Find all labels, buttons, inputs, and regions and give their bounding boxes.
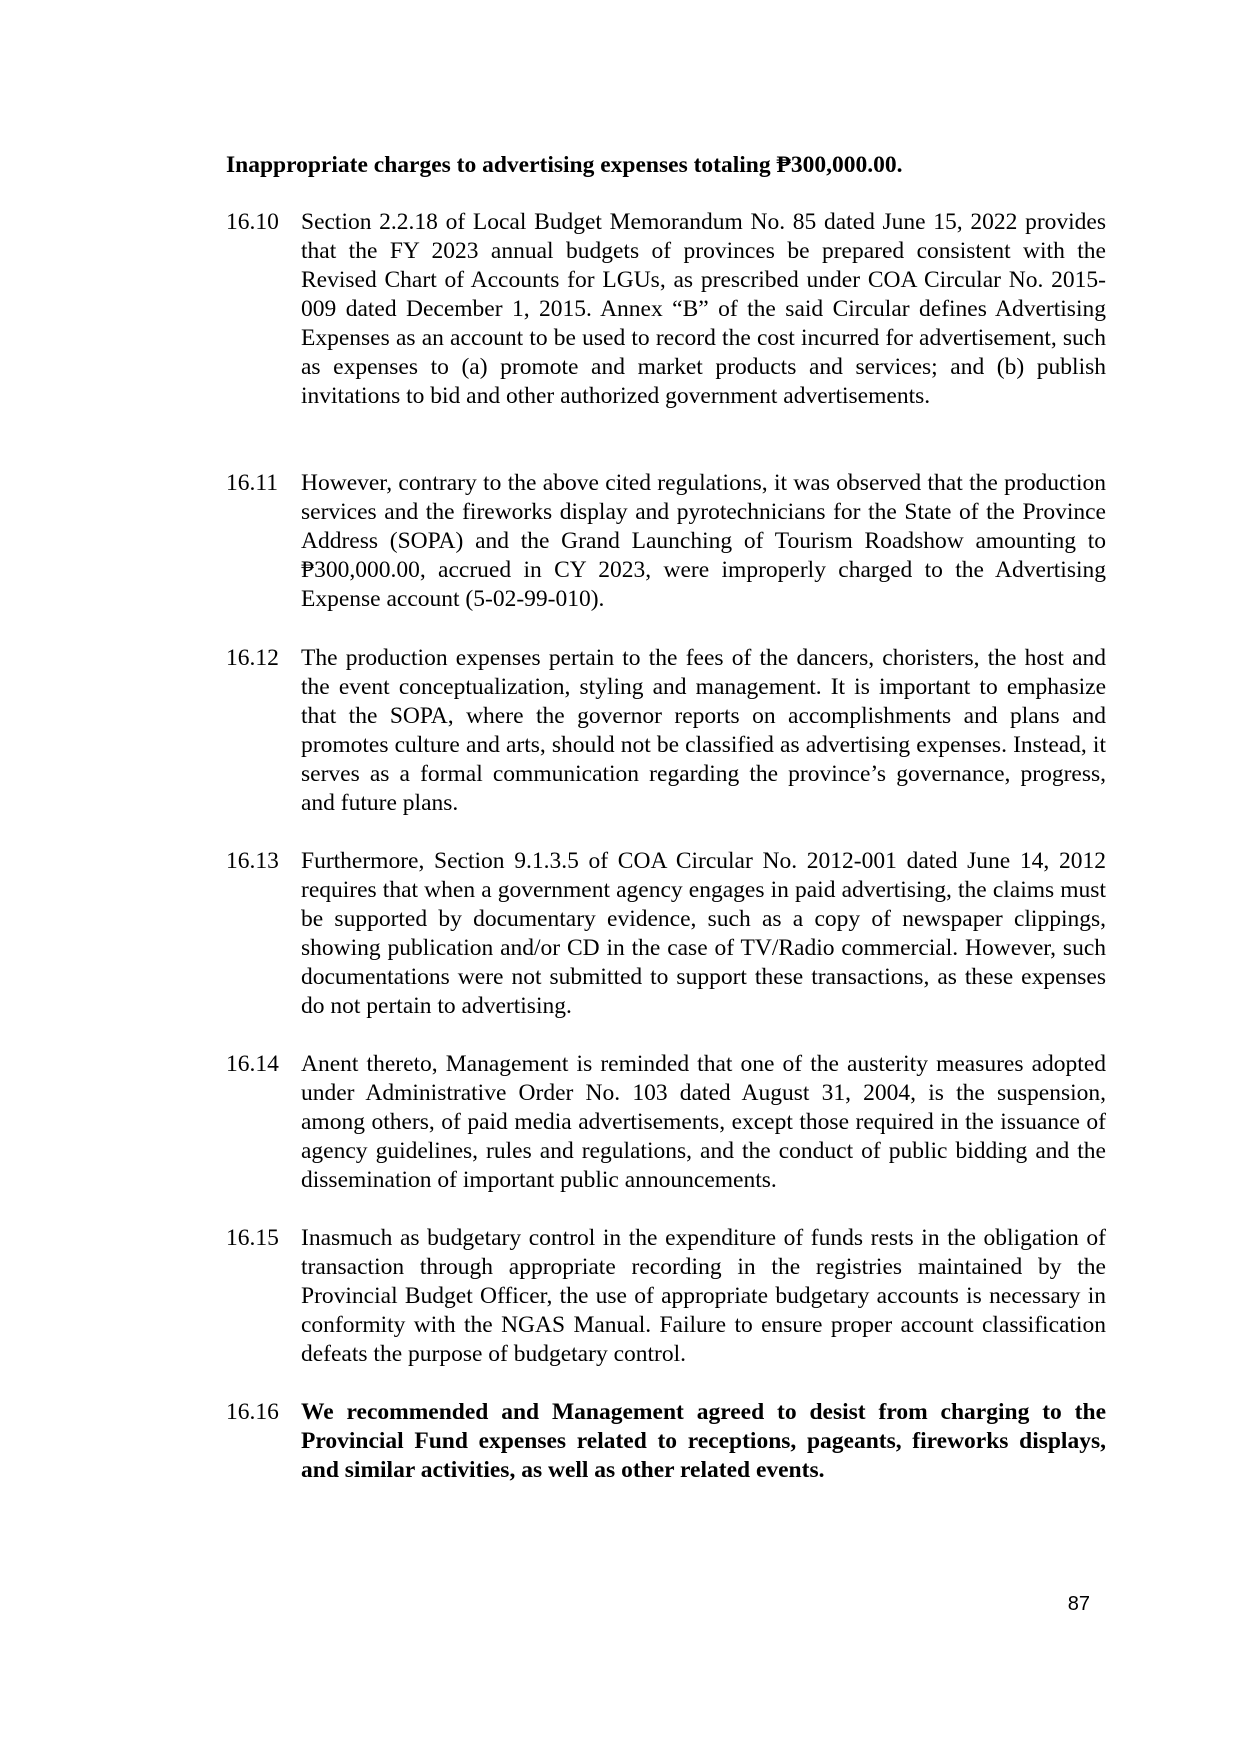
- paragraph-number: 16.13: [226, 848, 279, 874]
- paragraph-16-13: [226, 847, 1106, 1021]
- paragraph-16-14: [226, 1050, 1106, 1195]
- recommendation-text: We recommended and Management agreed to desist from charging to the Provincial Fund expenses related to receptions, pageants, fireworks displays, and similar activities, as well as other related events.: [301, 1399, 1106, 1483]
- paragraph-text: However, contrary to the above cited regulations, it was observed that the production services and the fireworks display and pyrotechnicians for the State of the Province Address (SOPA) and the Grand Launching of Tourism Roadshow amounting to ₱300,000.00, accrued in CY 2023, were improperly charged to the Advertising Expense account (5-02-99-010).: [301, 470, 1106, 612]
- paragraph-text: Inasmuch as budgetary control in the expenditure of funds rests in the obligation of transaction through appropriate recording in the registries maintained by the Provincial Budget Officer, the use of appropriate budgetary accounts is necessary in conformity with the NGAS Manual. Failure to ensure proper account classification defeats the purpose of budgetary control.: [301, 1225, 1106, 1367]
- page-number: 87: [1067, 1593, 1090, 1615]
- paragraph-text: Furthermore, Section 9.1.3.5 of COA Circular No. 2012-001 dated June 14, 2012 requires that when a government agency engages in paid advertising, the claims must be supported by documentary evidence, such as a copy of newspaper clippings, showing publication and/or CD in the case of TV/Radio commercial. However, such documentations were not submitted to support these transactions, as these expenses do not pertain to advertising.: [301, 848, 1106, 1019]
- paragraph-number: 16.10: [226, 209, 279, 235]
- paragraph-16-10: [226, 208, 1106, 411]
- paragraph-16-15: [226, 1224, 1106, 1369]
- paragraph-number: 16.16: [226, 1399, 279, 1425]
- paragraph-text: Section 2.2.18 of Local Budget Memorandum No. 85 dated June 15, 2022 provides that the FY 2023 annual budgets of provinces be prepared consistent with the Revised Chart of Accounts for LGUs, as prescribed under COA Circular No. 2015-009 dated December 1, 2015. Annex “B” of the said Circular defines Advertising Expenses as an account to be used to record the cost incurred for advertisement, such as expenses to (a) promote and market products and services; and (b) publish invitations to bid and other authorized government advertisements.: [301, 209, 1106, 409]
- paragraph-text: The production expenses pertain to the fees of the dancers, choristers, the host and the event conceptualization, styling and management. It is important to emphasize that the SOPA, where the governor reports on accomplishments and plans and promotes culture and arts, should not be classified as advertising expenses. Instead, it serves as a formal communication regarding the province’s governance, progress, and future plans.: [301, 645, 1106, 816]
- paragraph-number: 16.15: [226, 1225, 279, 1251]
- paragraph-number: 16.14: [226, 1051, 279, 1077]
- paragraph-16-12: [226, 644, 1106, 818]
- paragraph-16-11: [226, 469, 1106, 614]
- paragraph-text: Anent thereto, Management is reminded that one of the austerity measures adopted under Administrative Order No. 103 dated August 31, 2004, is the suspension, among others, of paid media advertisements, except those required in the issuance of agency guidelines, rules and regulations, and the conduct of public bidding and the dissemination of important public announcements.: [301, 1051, 1106, 1193]
- paragraph-number: 16.11: [226, 470, 279, 496]
- paragraph-16-16: [226, 1398, 1106, 1485]
- paragraph-number: 16.12: [226, 645, 279, 671]
- section-heading: Inappropriate charges to advertising expenses totaling ₱300,000.00.: [226, 152, 903, 178]
